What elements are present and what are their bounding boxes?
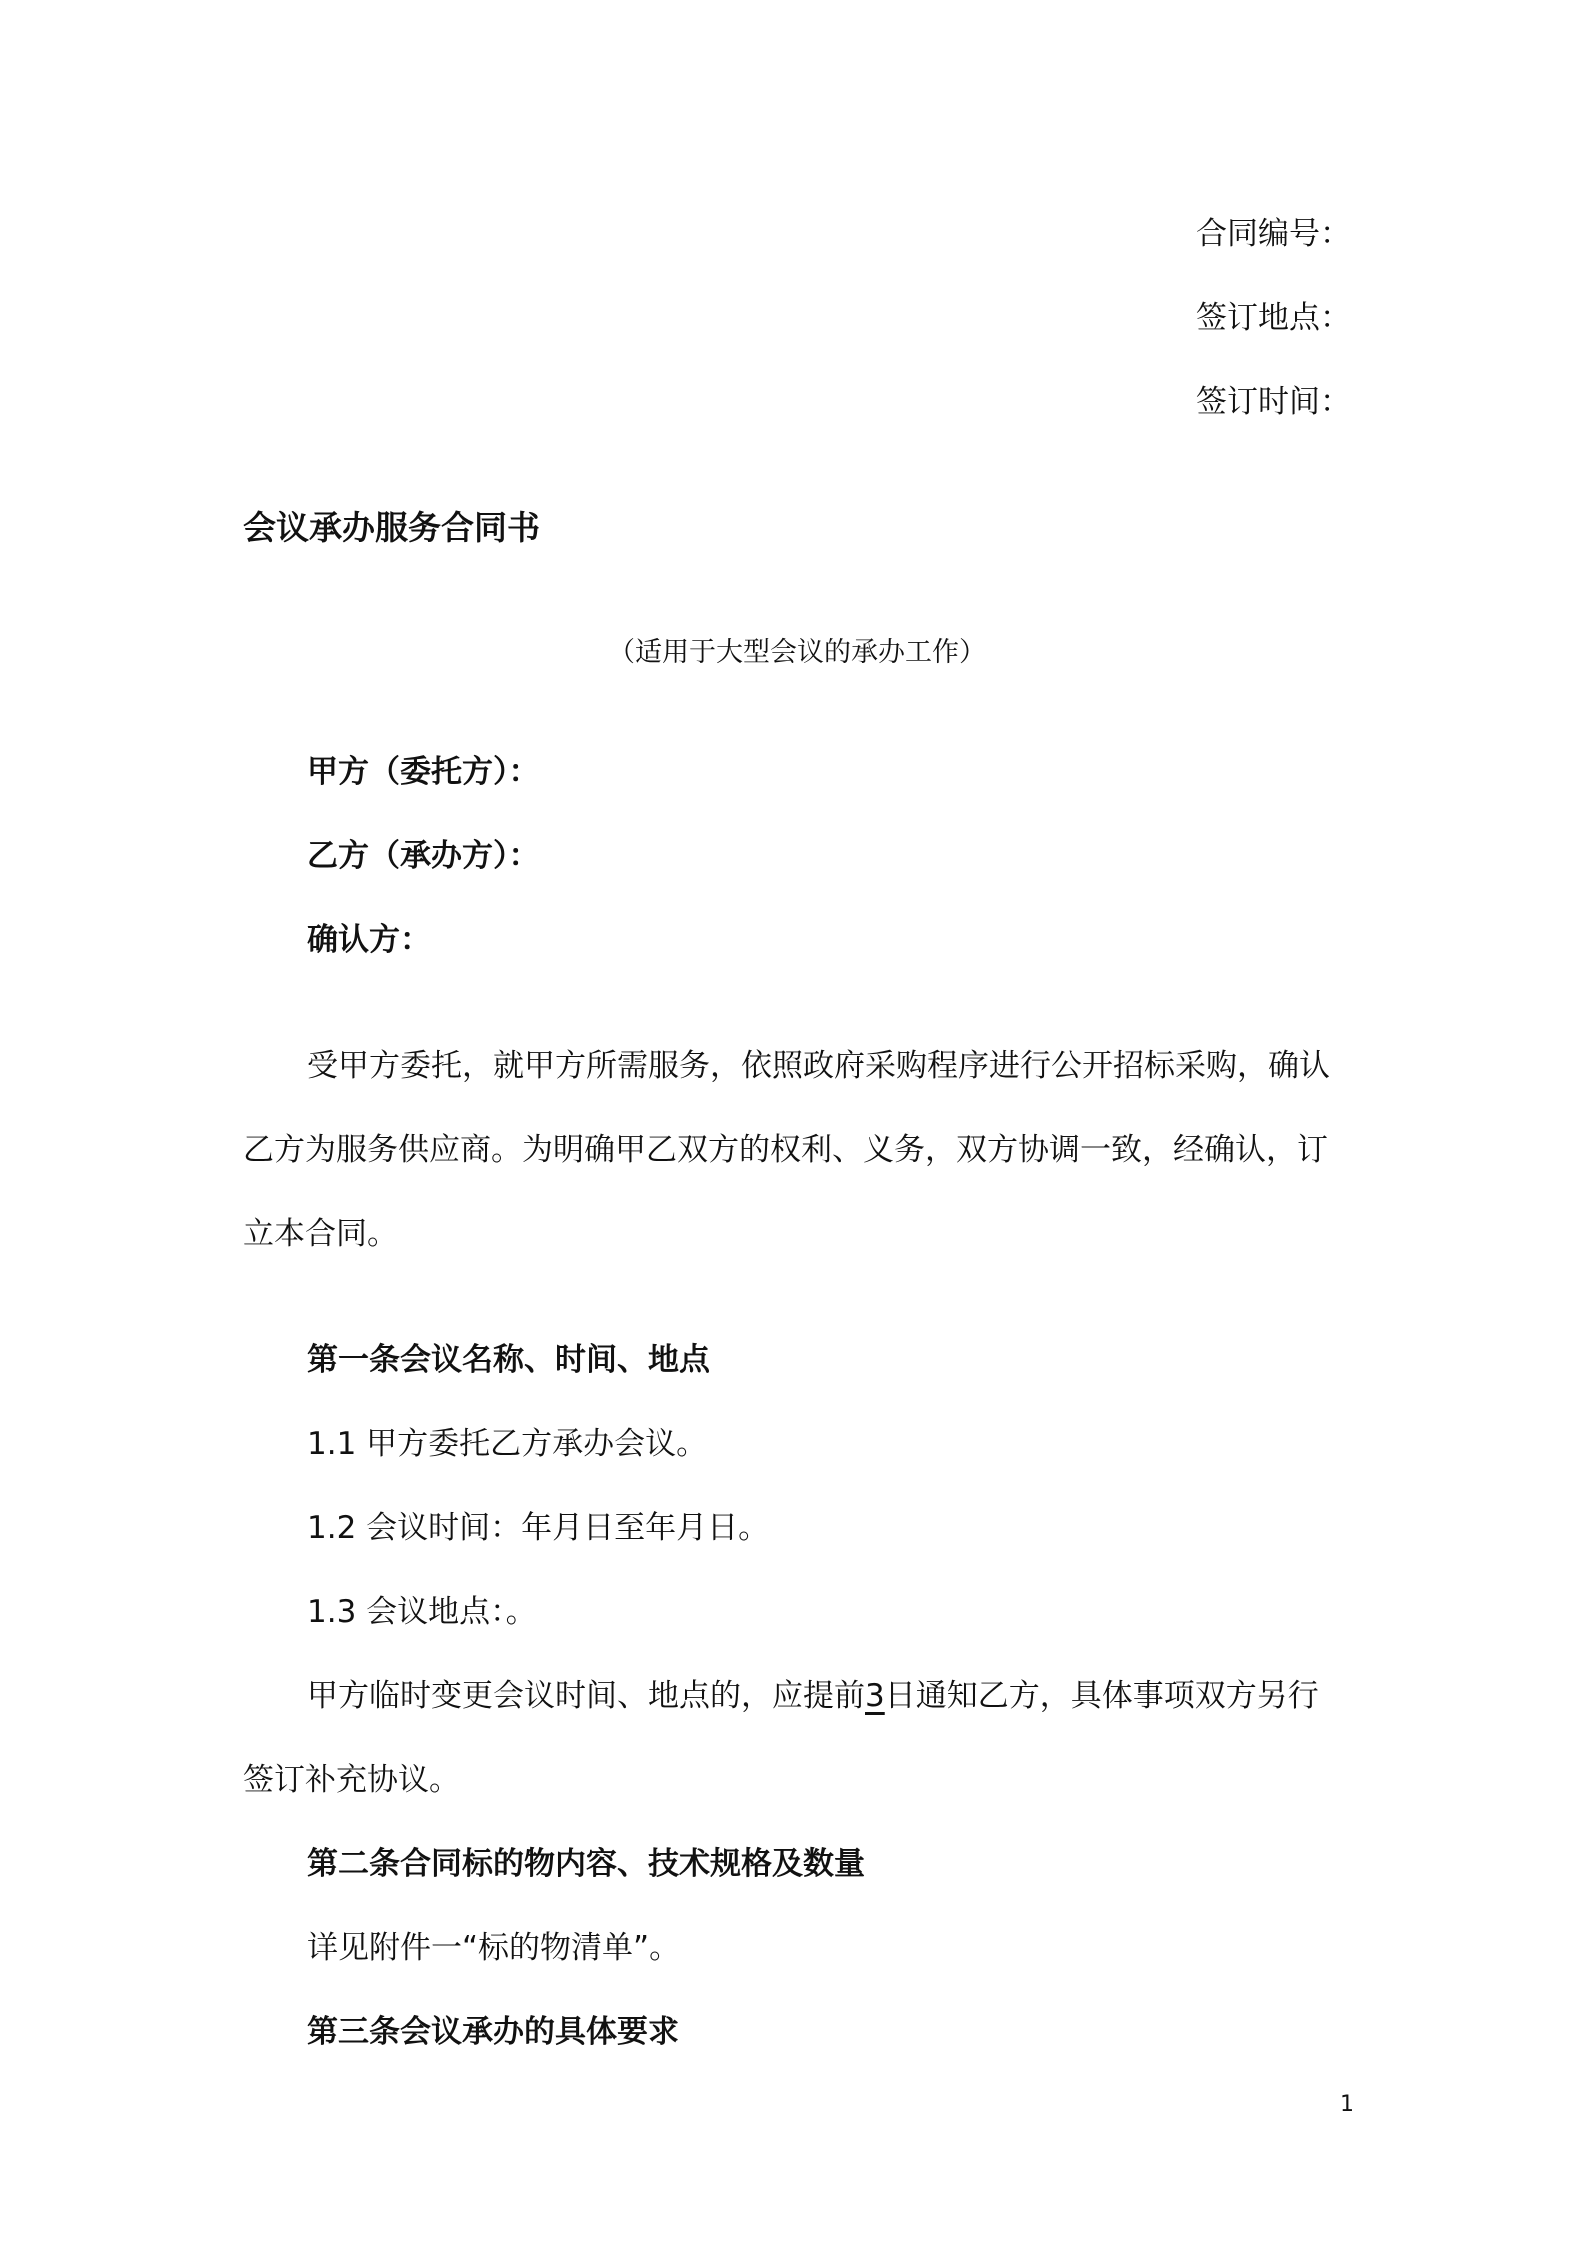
article-1-item-2: 1.2 会议时间：年月日至年月日。 (307, 1510, 770, 1546)
signing-time-label: 签订时间： (1196, 384, 1351, 420)
confirming-party-label: 确认方： (307, 922, 431, 958)
signing-place-label: 签订地点： (1196, 300, 1351, 336)
contract-number-label: 合同编号： (1196, 216, 1351, 252)
article-2-heading: 第二条合同标的物内容、技术规格及数量 (307, 1846, 865, 1882)
article-3-heading: 第三条会议承办的具体要求 (307, 2014, 679, 2050)
change-notice-line-1 (307, 1670, 1319, 1715)
notice-days-value: 3 (865, 1678, 885, 1714)
intro-line-1: 受甲方委托，就甲方所需服务，依照政府采购程序进行公开招标采购，确认 (307, 1048, 1330, 1084)
party-b-label: 乙方（承办方）： (307, 838, 540, 874)
change-notice-line-2: 签订补充协议。 (243, 1762, 460, 1798)
intro-line-3: 立本合同。 (243, 1216, 398, 1252)
page-number: 1 (1340, 2092, 1354, 2117)
party-a-label: 甲方（委托方）： (307, 754, 540, 790)
intro-line-2: 乙方为服务供应商。为明确甲乙双方的权利、义务，双方协调一致，经确认，订 (243, 1132, 1328, 1168)
document-title: 会议承办服务合同书 (243, 508, 540, 547)
article-2-detail: 详见附件一“标的物清单”。 (307, 1930, 681, 1966)
document-subtitle: （适用于大型会议的承办工作） (608, 637, 986, 668)
article-1-item-1: 1.1 甲方委托乙方承办会议。 (307, 1426, 708, 1462)
article-1-item-3: 1.3 会议地点：。 (307, 1594, 537, 1630)
article-1-heading: 第一条会议名称、时间、地点 (307, 1342, 710, 1378)
change-notice-text-pre: 甲方临时变更会议时间、地点的，应提前 (307, 1678, 865, 1714)
change-notice-text-post: 日通知乙方，具体事项双方另行 (884, 1678, 1319, 1714)
